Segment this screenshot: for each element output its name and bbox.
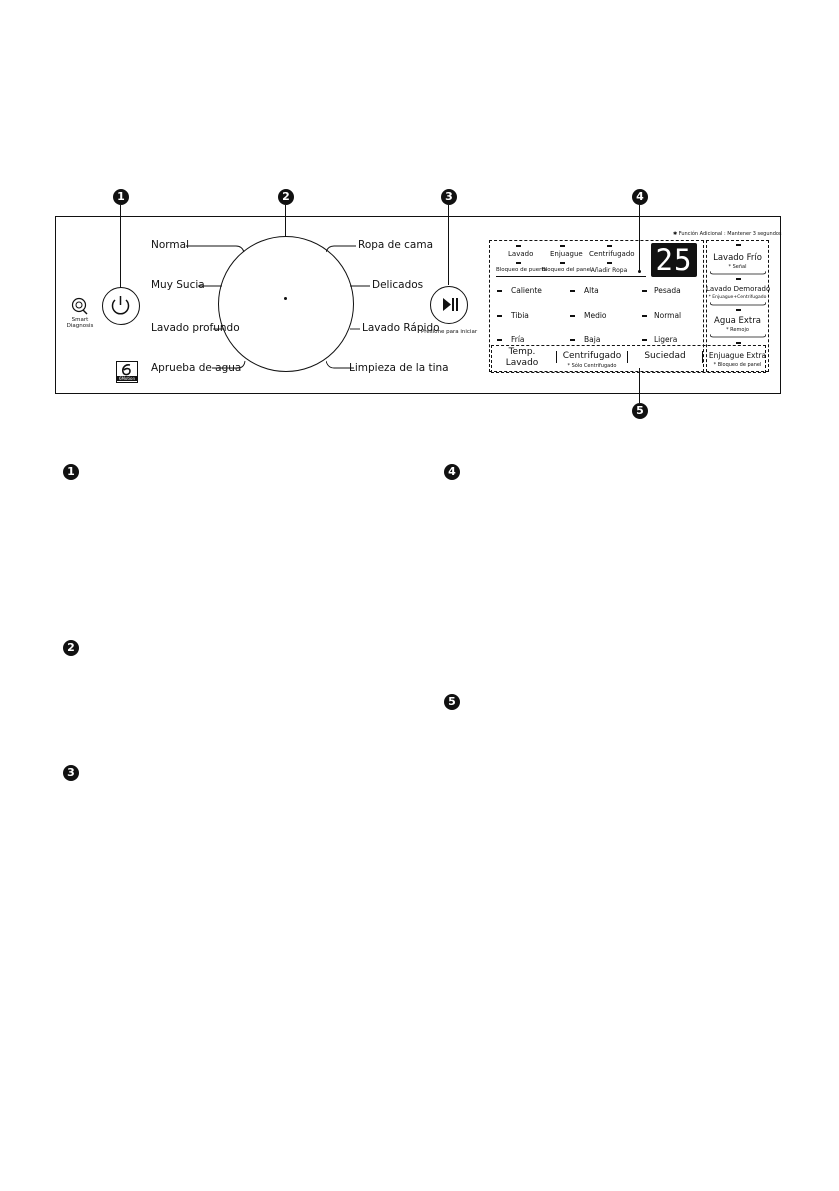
lock-puerta-led — [516, 262, 521, 264]
cycle-lavado-profundo[interactable]: Lavado profundo — [151, 322, 240, 334]
display-center-dot — [638, 270, 641, 273]
cycle-leader-ropa-de-cama — [326, 243, 358, 255]
digit-text: 25 — [655, 243, 693, 277]
temp-option-led — [497, 339, 502, 341]
smart-diagnosis-label: Smart Diagnosis — [66, 317, 94, 329]
spin-option: Alta — [584, 286, 599, 295]
callout-1: 1 — [113, 189, 129, 205]
start-hint: Presione para iniciar — [421, 329, 478, 335]
cycle-leader-lavado-profundo — [213, 326, 225, 332]
lavado-frio-button[interactable]: Lavado Frío — [713, 253, 762, 263]
cycle-leader-delicados — [350, 283, 372, 289]
start-pause-button[interactable] — [430, 286, 468, 324]
lavado-demorado-button[interactable]: Lavado Demorado — [706, 285, 771, 293]
soil-option: Ligera — [654, 335, 678, 344]
cycle-normal[interactable]: Normal — [151, 239, 189, 251]
play-pause-icon — [431, 287, 466, 322]
side-led — [736, 309, 741, 311]
cycle-leader-lavado-rapido — [350, 326, 362, 332]
temp-option: Tibia — [511, 311, 529, 320]
agua-extra-sub: * Remojo — [726, 327, 749, 333]
cycle-leader-aprueba-de-agua — [212, 355, 247, 371]
options-note: ✱ Función Adicional : Mantener 3 segundos — [673, 231, 782, 237]
side-led — [736, 278, 741, 280]
lock-panel: Bloqueo del panel — [542, 267, 592, 273]
soil-option-led — [642, 339, 647, 341]
temp-option: Fría — [511, 335, 525, 344]
cycle-muy-sucia[interactable]: Muy Sucia — [151, 279, 205, 291]
display-divider — [496, 276, 646, 277]
stage-lavado-led — [516, 245, 521, 247]
cycle-lavado-rapido[interactable]: Lavado Rápido — [362, 322, 440, 334]
soil-option: Pesada — [654, 286, 681, 295]
spin-option-led — [570, 290, 575, 292]
spin-option-led — [570, 315, 575, 317]
spin-option: Baja — [584, 335, 601, 344]
smart-diagnosis-icon — [71, 297, 89, 315]
temp-option-led — [497, 315, 502, 317]
enjuague-extra-button[interactable]: Enjuague Extra — [708, 351, 767, 360]
spin-option-led — [570, 339, 575, 341]
cycle-limpieza-de-la-tina[interactable]: Limpieza de la tina — [349, 362, 449, 374]
centrifugado-button[interactable]: Centrifugado — [562, 351, 622, 361]
lavado-demorado-sub: * Enjuague+Centrifugado — [708, 295, 767, 300]
cycle-dial[interactable] — [218, 236, 354, 372]
soil-option-led — [642, 290, 647, 292]
button-separator — [627, 351, 628, 363]
side-led — [736, 342, 741, 344]
cycle-ropa-de-cama[interactable]: Ropa de cama — [358, 239, 434, 251]
temp-option-led — [497, 290, 502, 292]
side-led — [736, 244, 741, 246]
lock-panel-led — [560, 262, 565, 264]
side-separator — [710, 301, 766, 306]
section-5-marker: 5 — [444, 694, 460, 710]
stage-centrifugado-led — [607, 245, 612, 247]
callout-3: 3 — [441, 189, 457, 205]
callout-2: 2 — [278, 189, 294, 205]
power-button[interactable] — [102, 287, 140, 325]
enjuague-extra-sub: * Bloqueo de panel — [713, 362, 762, 368]
side-separator — [710, 270, 766, 275]
stage-enjuague: Enjuague — [550, 250, 583, 258]
lock-puerta: Bloqueo de puerta — [496, 267, 547, 273]
spin-option: Medio — [584, 311, 607, 320]
agua-extra-button[interactable]: Agua Extra — [714, 316, 761, 326]
control-panel — [55, 216, 781, 394]
soil-option: Normal — [654, 311, 682, 320]
section-3-marker: 3 — [63, 765, 79, 781]
suciedad-button[interactable]: Suciedad — [644, 351, 686, 361]
centrifugado-sub: * Sólo Centrifugado — [567, 363, 617, 369]
leader-line-5 — [639, 368, 640, 403]
temp-option: Caliente — [511, 286, 542, 295]
cycle-leader-normal — [186, 243, 246, 255]
lavado-frio-sub: * Señal — [728, 264, 747, 270]
side-separator — [710, 333, 766, 338]
temp-lavado-button[interactable]: Temp. Lavado — [505, 347, 539, 368]
callout-5: 5 — [632, 403, 648, 419]
6motion-logo — [116, 361, 138, 383]
button-separator — [702, 351, 703, 363]
anadir-ropa: Añadir Ropa — [590, 267, 628, 274]
stage-lavado: Lavado — [508, 250, 534, 258]
callout-4: 4 — [632, 189, 648, 205]
power-icon — [103, 288, 138, 323]
cycle-aprueba-de-agua[interactable]: Aprueba de agua — [151, 362, 242, 374]
section-4-marker: 4 — [444, 464, 460, 480]
section-2-marker: 2 — [63, 640, 79, 656]
cycle-delicados[interactable]: Delicados — [372, 279, 424, 291]
stage-centrifugado: Centrifugado — [589, 250, 635, 258]
dial-center-dot — [284, 297, 287, 300]
soil-option-led — [642, 315, 647, 317]
logo-text: 6Motion — [118, 376, 136, 381]
stage-enjuague-led — [560, 245, 565, 247]
digit-display — [651, 243, 697, 277]
section-1-marker: 1 — [63, 464, 79, 480]
motion-logo-icon — [117, 363, 137, 377]
button-separator — [556, 351, 557, 363]
cycle-leader-muy-sucia — [198, 283, 223, 289]
anadir-ropa-led — [607, 262, 612, 264]
